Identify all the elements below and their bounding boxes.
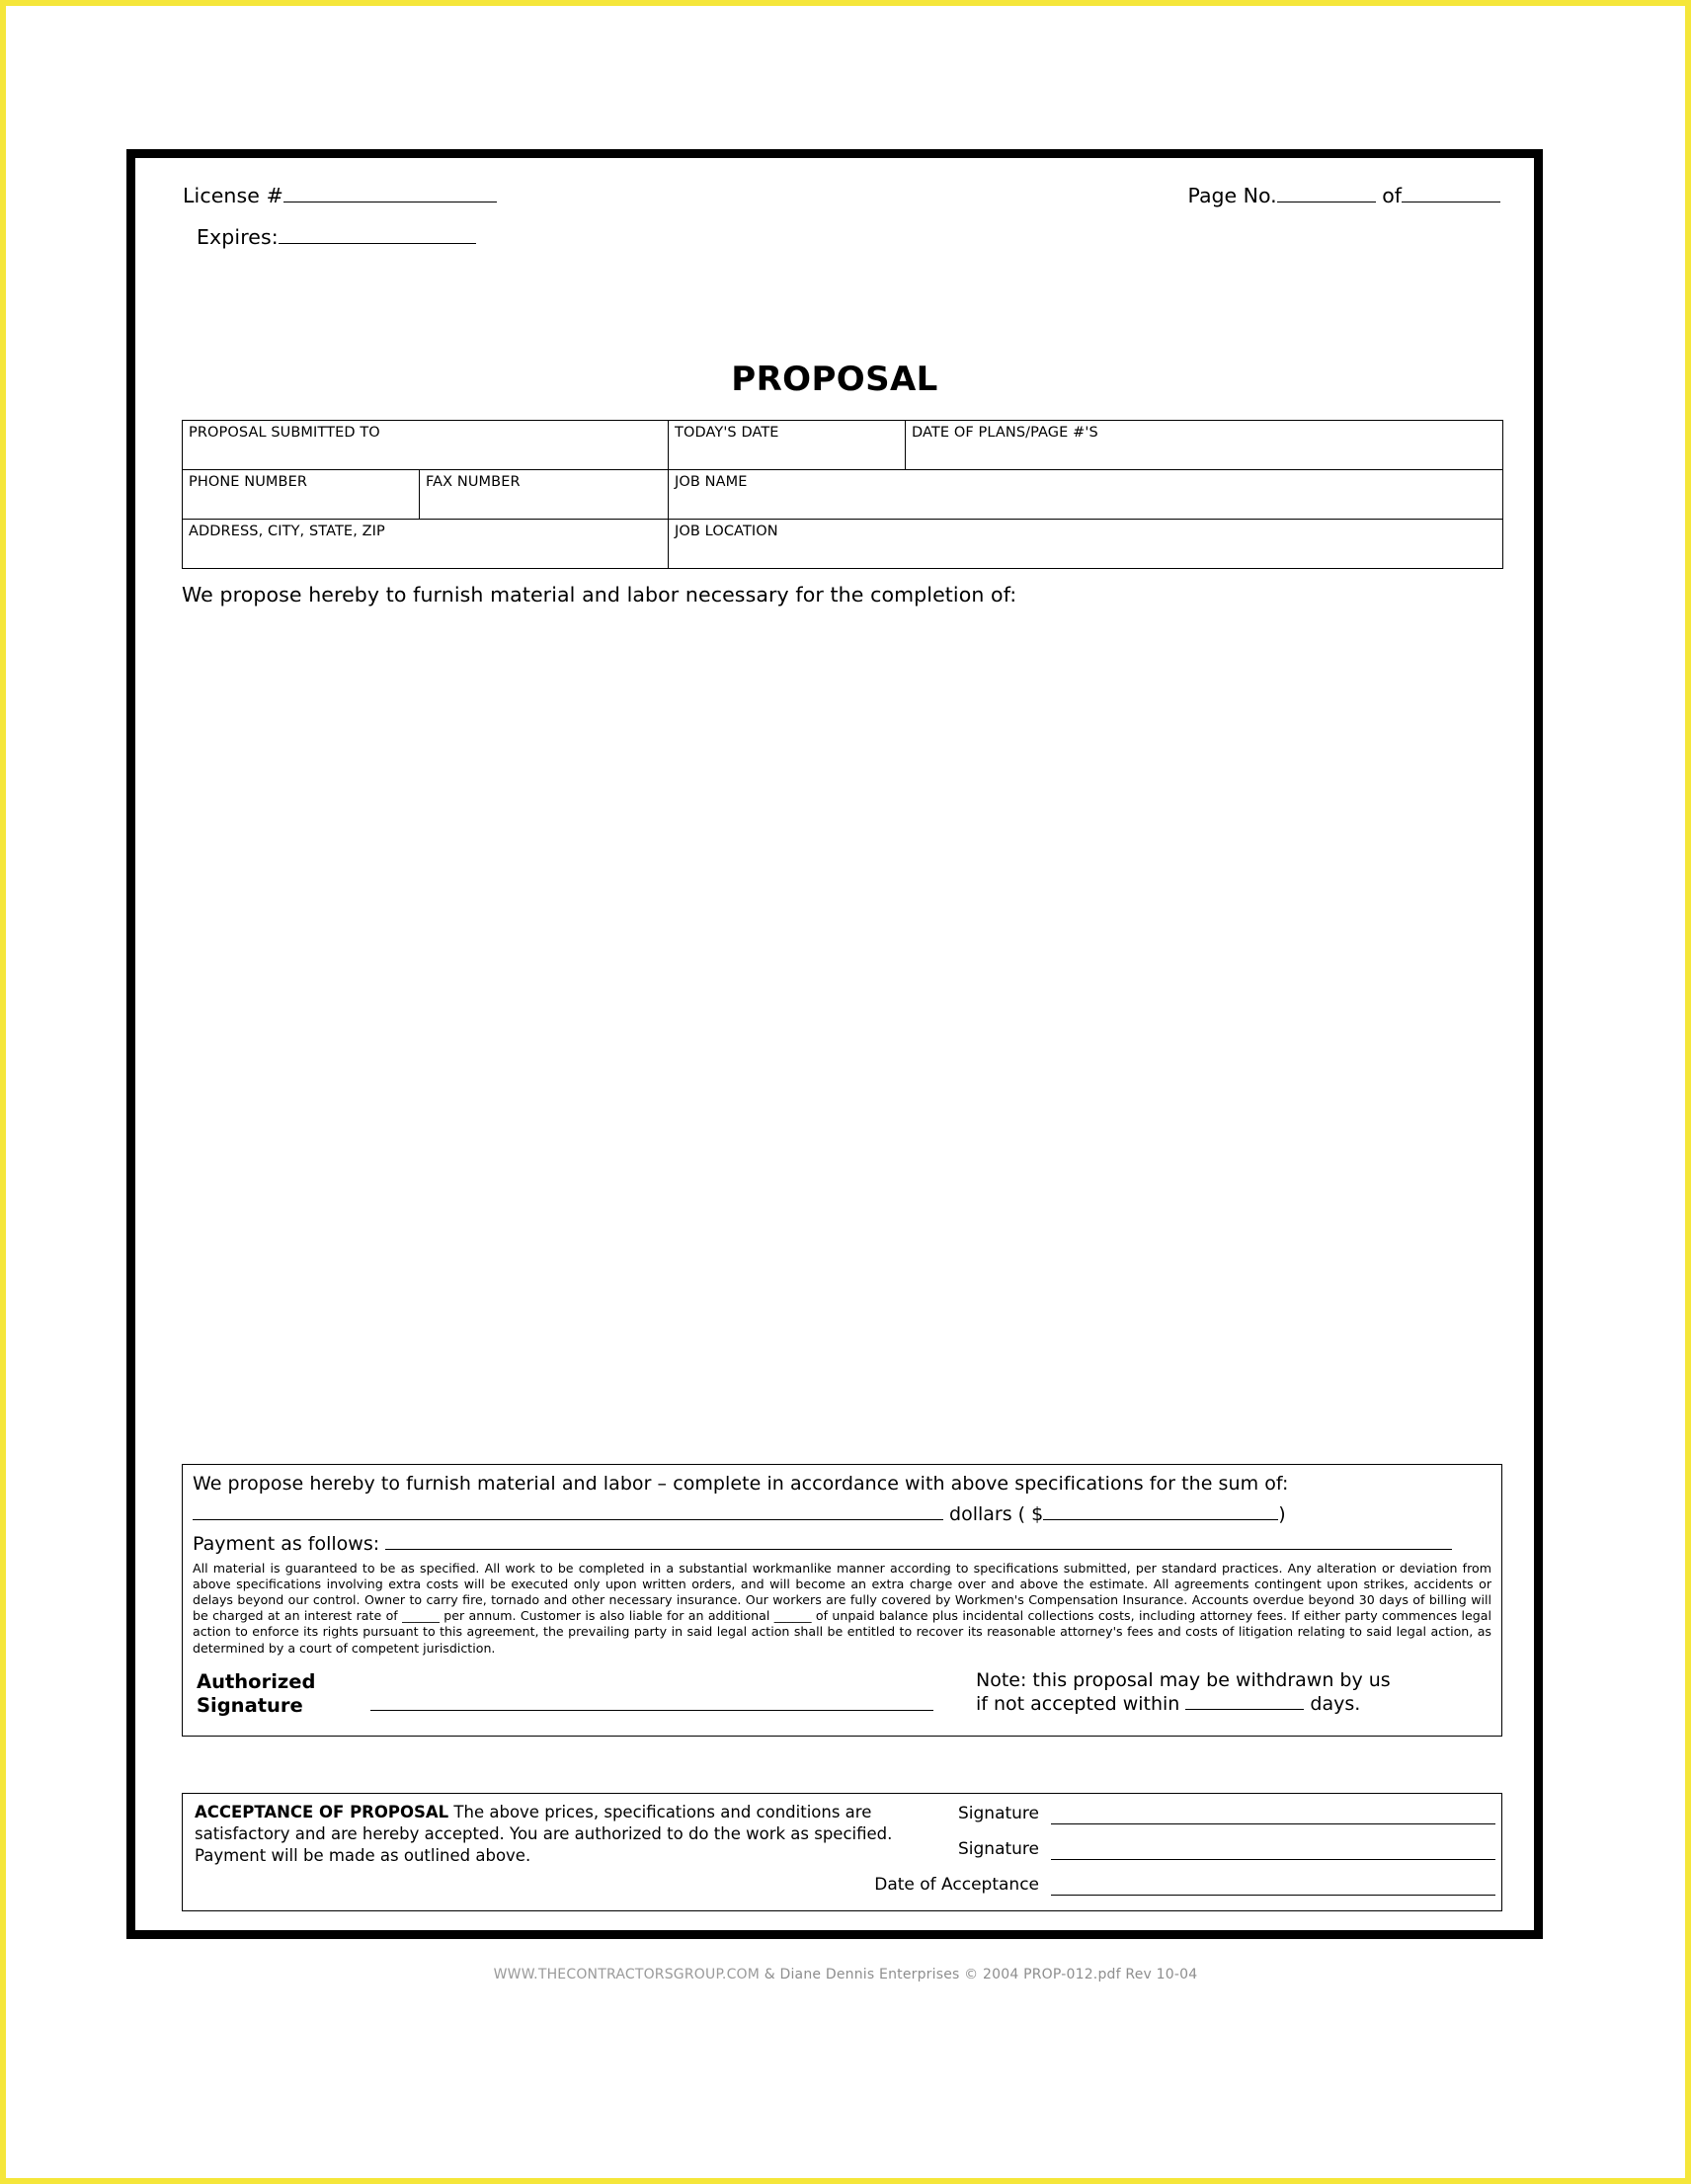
withdrawal-days-rule[interactable] [1185, 1695, 1304, 1710]
authorized-signature-row [193, 1670, 1491, 1726]
date-of-acceptance-rule[interactable] [1051, 1895, 1495, 1896]
cell-date-of-plans[interactable]: DATE OF PLANS/PAGE #'S [906, 421, 1503, 470]
page-no-label: Page No. [1187, 184, 1277, 207]
page-number-row [1188, 184, 1500, 207]
withdrawal-note [976, 1668, 1490, 1717]
acceptance-signature-label-2: Signature [957, 1839, 1039, 1859]
payment-input-rule[interactable] [385, 1534, 1452, 1550]
table-row [183, 520, 1503, 569]
sum-words-rule[interactable] [193, 1504, 943, 1520]
acceptance-signature-label-1: Signature [957, 1804, 1039, 1823]
dollars-label: dollars ( $ [949, 1503, 1044, 1525]
date-of-acceptance-label: Date of Acceptance [874, 1875, 1039, 1895]
acceptance-signature-row-2 [923, 1839, 1495, 1875]
withdrawal-note-pre: if not accepted within [976, 1693, 1180, 1716]
acceptance-text [195, 1802, 906, 1867]
sum-amount-row [193, 1503, 1491, 1525]
sum-and-terms-box [182, 1464, 1502, 1737]
cell-job-location[interactable]: JOB LOCATION [669, 520, 1503, 569]
license-field-row [183, 184, 497, 207]
acceptance-heading: ACCEPTANCE OF PROPOSAL [195, 1803, 449, 1821]
cell-todays-date[interactable]: TODAY'S DATE [669, 421, 906, 470]
sum-statement: We propose hereby to furnish material and labor – complete in accordance with above specifications for the sum of: [193, 1473, 1289, 1495]
acceptance-body: The above prices, specifications and conditions are satisfactory and are hereby accepted. You are authorized to do the work as specified. Payment will be made as outlined above. [195, 1803, 893, 1865]
document-frame [126, 149, 1543, 1939]
withdrawal-note-line2 [976, 1692, 1490, 1717]
authorized-label: Authorized [197, 1669, 316, 1693]
expires-label: Expires: [197, 225, 279, 249]
document-body [135, 158, 1534, 1930]
page-total-input-rule[interactable] [1402, 184, 1500, 202]
cell-address-city-state-zip[interactable]: ADDRESS, CITY, STATE, ZIP [183, 520, 669, 569]
sum-amount-rule[interactable] [1043, 1504, 1278, 1520]
footer [6, 1967, 1685, 1982]
acceptance-box [182, 1793, 1502, 1911]
license-input-rule[interactable] [283, 184, 497, 202]
footer-rest: & Diane Dennis Enterprises © 2004 PROP-012.pdf Rev 10-04 [760, 1967, 1198, 1982]
page-of-label: of [1382, 184, 1402, 207]
proposal-info-table [182, 420, 1503, 569]
scope-of-work-prompt: We propose hereby to furnish material and labor necessary for the completion of: [182, 583, 1017, 607]
license-label: License # [183, 184, 283, 207]
withdrawal-note-line1: Note: this proposal may be withdrawn by us [976, 1668, 1391, 1691]
cell-fax-number[interactable]: FAX NUMBER [420, 470, 669, 520]
acceptance-signature-rule-2[interactable] [1051, 1859, 1495, 1860]
paren-close: ) [1278, 1503, 1286, 1525]
acceptance-date-row [874, 1875, 1495, 1910]
signature-label: Signature [197, 1694, 303, 1718]
page-title: PROPOSAL [731, 360, 938, 399]
cell-job-name[interactable]: JOB NAME [669, 470, 1503, 520]
payment-label: Payment as follows: [193, 1533, 380, 1555]
expires-input-rule[interactable] [279, 225, 476, 244]
acceptance-signature-row-1 [923, 1804, 1495, 1839]
footer-site[interactable]: WWW.THECONTRACTORSGROUP.COM [493, 1967, 761, 1982]
authorized-signature-label [197, 1670, 315, 1719]
cell-proposal-submitted-to[interactable]: PROPOSAL SUBMITTED TO [183, 421, 669, 470]
acceptance-signature-group [874, 1804, 1495, 1910]
table-row [183, 421, 1503, 470]
acceptance-signature-rule-1[interactable] [1051, 1823, 1495, 1824]
terms-fineprint: All material is guaranteed to be as specified. All work to be completed in a substantial workmanlike manner according to specifications submitted, per standard practices. Any alteration or deviation from above specifications involving extra costs will be executed only upon written orders, and will become an extra charge over and above the estimate. All agreements contingent upon strikes, accidents or delays beyond our control. Owner to carry fire, tornado and other necessary insurance. Our workers are fully covered by Workmen's Compensation Insurance. Accounts overdue beyond 30 days of billing will be charged at an interest rate of ______ per annum. Customer is also liable for an additional ______ of unpaid balance plus incidental collections costs, including attorney fees. If either party commences legal action to enforce its rights pursuant to this agreement, the prevailing party in said legal action shall be entitled to recover its reasonable attorney's fees and costs of litigation relating to said legal action, as determined by a court of competent jurisdiction. [193, 1561, 1491, 1656]
expires-field-row [197, 225, 476, 249]
document-header [163, 184, 1506, 273]
page-no-input-rule[interactable] [1277, 184, 1376, 202]
table-row [183, 470, 1503, 520]
scope-of-work-area[interactable] [182, 622, 1502, 1457]
withdrawal-note-post: days. [1310, 1693, 1361, 1716]
cell-phone-number[interactable]: PHONE NUMBER [183, 470, 420, 520]
payment-terms-row [193, 1533, 1491, 1555]
authorized-signature-rule[interactable] [370, 1710, 933, 1711]
